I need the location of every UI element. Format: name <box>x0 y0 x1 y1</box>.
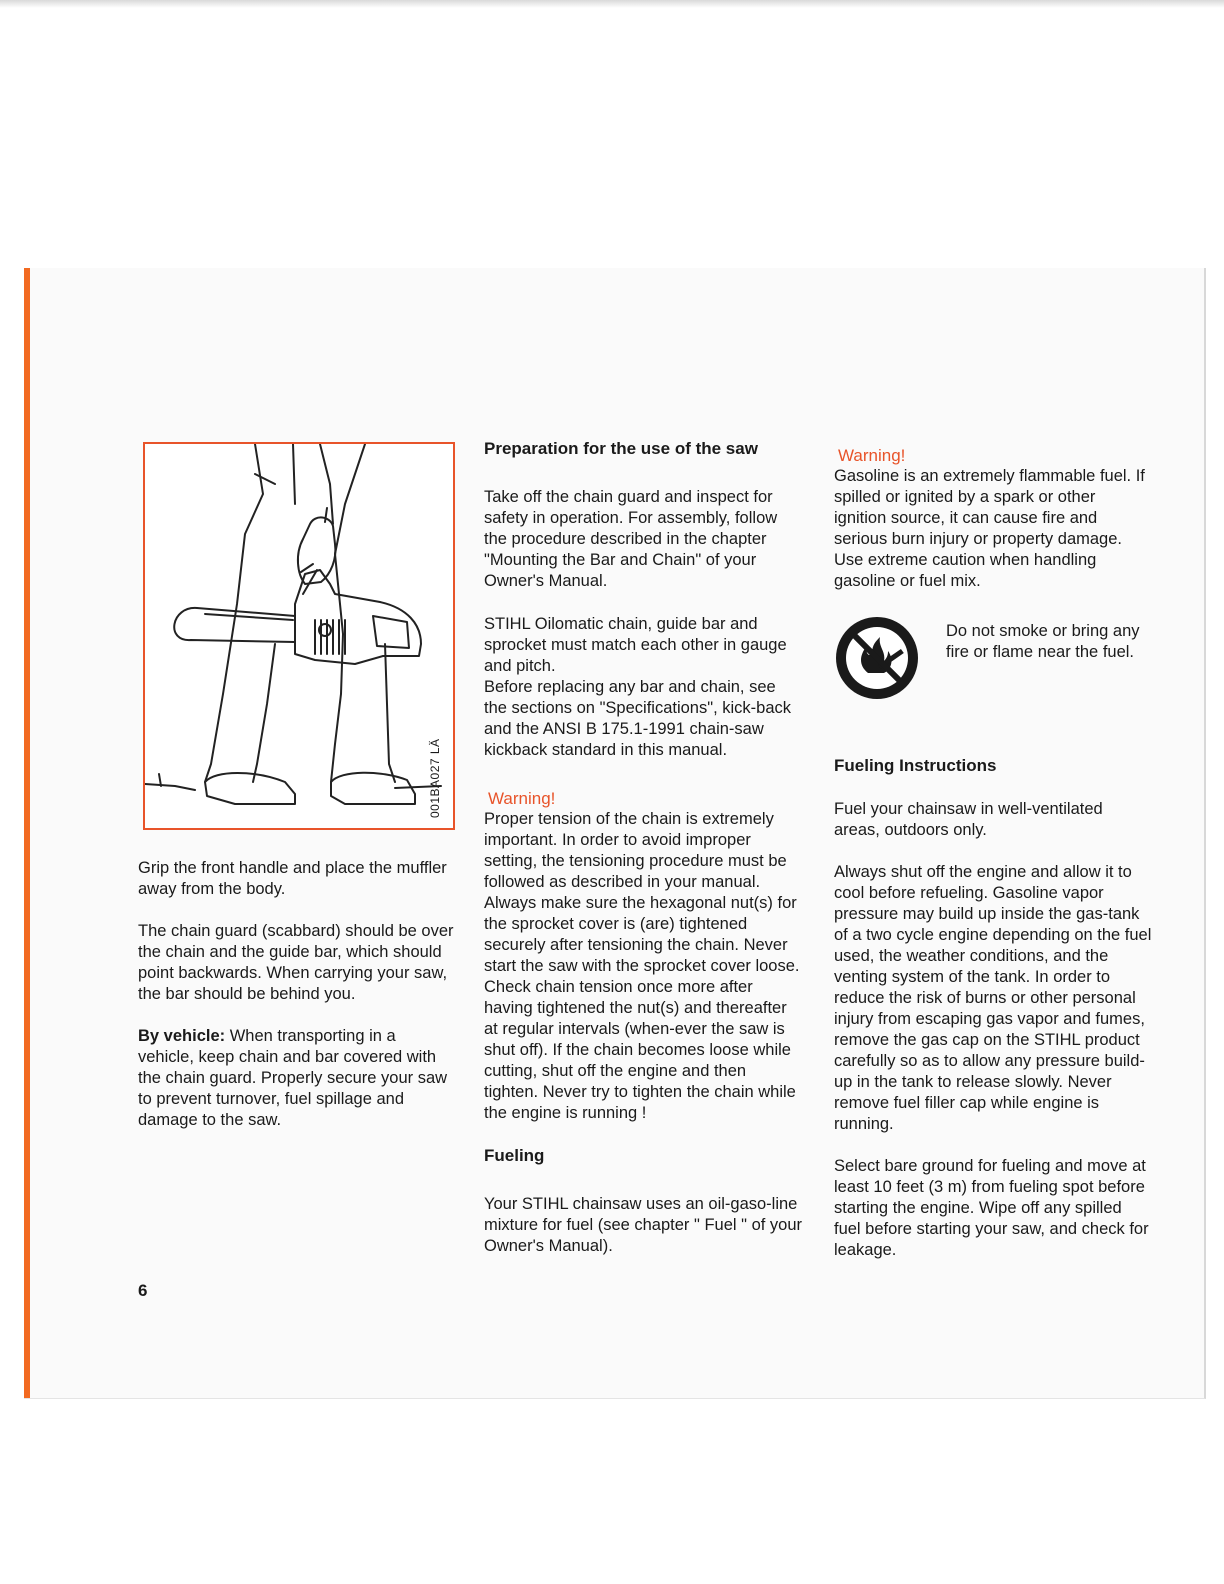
column-3 <box>834 445 1152 1282</box>
paragraph-bare-ground: Select bare ground for fueling and move at least 10 feet (3 m) from fueling spot before starting the engine. Wipe off any spilled fuel before starting your saw, and check for leakage. <box>834 1157 1149 1259</box>
heading-fueling-instructions: Fueling Instructions <box>834 756 997 775</box>
warning-text-gasoline: Gasoline is an extremely flammable fuel. If spilled or ignited by a spark or other ignition source, it can cause fire and serious burn injury or property damage. Use extreme caution when handling gasoline or fuel mix. <box>834 467 1145 590</box>
heading-fueling: Fueling <box>484 1146 545 1165</box>
heading-preparation: Preparation for the use of the saw <box>484 439 758 458</box>
paragraph-shut-off: Always shut off the engine and allow it to cool before refueling. Gasoline vapor pressure may build up inside the gas-tank of a two cycle engine depending on the fuel used, the weather conditions, and the venting system of the tank. In order to reduce the risk of burns or other personal injury from escaping gas vapor and fumes, remove the gas cap on the STIHL product carefully so as to allow any pressure build-up in the tank to release slowly. Never remove fuel filler cap while engine is running. <box>834 863 1152 1133</box>
paragraph-oilomatic: STIHL Oilomatic chain, guide bar and sprocket must match each other in gauge and pitch. <box>484 615 787 675</box>
no-smoking-text: Do not smoke or bring any fire or flame near the fuel. <box>946 622 1140 661</box>
warning-label-tension: Warning! <box>488 789 556 808</box>
paragraph-fueling: Your STIHL chainsaw uses an oil-gaso-line mixture for fuel (see chapter " Fuel " of your Owner's Manual). <box>484 1195 803 1255</box>
paragraph-by-vehicle <box>138 1026 456 1131</box>
by-vehicle-label: By vehicle: <box>138 1027 226 1045</box>
warning-label-gasoline: Warning! <box>838 446 906 465</box>
chainsaw-carry-icon <box>145 444 453 828</box>
no-smoking-icon <box>834 615 920 701</box>
paragraph-replacing: Before replacing any bar and chain, see the sections on "Specifications", kick-back and the ANSI B 175.1-1991 chain-saw kickback standard in this manual. <box>484 678 792 759</box>
by-vehicle-text: When transporting in a vehicle, keep chain and bar covered with the chain guard. Properly secure your saw to prevent turnover, fuel spillage and damage to the saw. <box>138 1027 448 1129</box>
page-number: 6 <box>138 1281 148 1300</box>
scan-top-strip <box>0 0 1224 8</box>
no-smoking-notice <box>834 613 1152 723</box>
paragraph-chain-guard-inspect: Take off the chain guard and inspect for safety in operation. For assembly, follow the procedure described in the chapter "Mounting the Bar and Chain" of your Owner's Manual. <box>484 488 778 590</box>
column-1 <box>138 858 456 1152</box>
figure-code: 001BA027 LÄ <box>428 738 442 818</box>
paragraph-ventilated: Fuel your chainsaw in well-ventilated areas, outdoors only. <box>834 800 1103 839</box>
warning-text-tension: Proper tension of the chain is extremely important. In order to avoid improper setting, the tensioning procedure must be followed as described in your manual. Always make sure the hexagonal nut(s) for the sprocket cover is (are) tightened securely after tensioning the chain. Never start the saw with the sprocket cover loose. Check chain tension once more after having tightened the nut(s) and thereafter at regular intervals (when-ever the saw is shut off). If the chain becomes loose while cutting, shut off the engine and then tighten. Never try to tighten the chain while the engine is running ! <box>484 810 800 1122</box>
paragraph-grip: Grip the front handle and place the muffler away from the body. <box>138 859 447 898</box>
column-2 <box>484 438 802 1278</box>
paragraph-chain-guard: The chain guard (scabbard) should be over the chain and the guide bar, which should point backwards. When carrying your saw, the bar should be behind you. <box>138 922 454 1003</box>
chainsaw-illustration <box>143 442 455 830</box>
orange-page-edge <box>24 268 30 1398</box>
